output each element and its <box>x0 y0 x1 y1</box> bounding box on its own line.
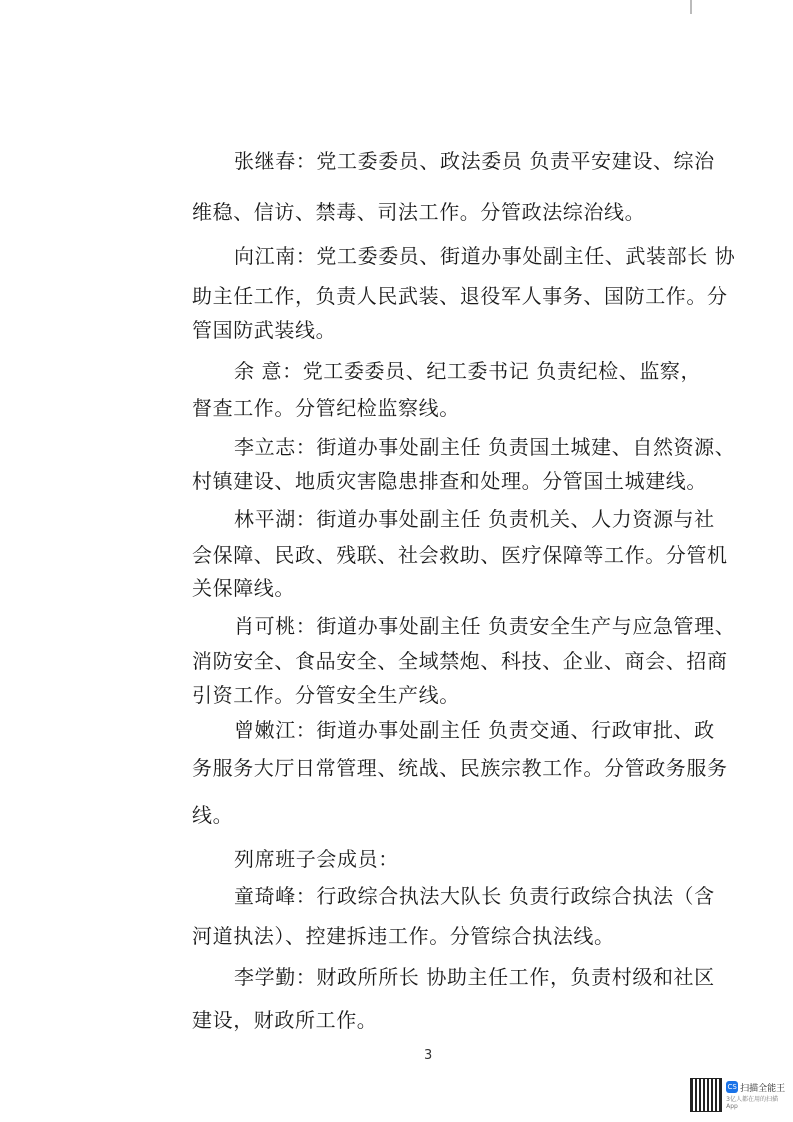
scanner-watermark <box>690 1075 786 1115</box>
scanner-badge-text <box>726 1081 786 1110</box>
scanner-app-name: 扫描全能王 <box>740 1083 786 1094</box>
paragraph-line: 建设，财政所工作。 <box>192 1008 378 1032</box>
paragraph-line: 管国防武装线。 <box>192 318 337 342</box>
qr-code-icon <box>690 1078 722 1112</box>
paragraph-line: 维稳、信访、禁毒、司法工作。分管政法综治线。 <box>192 200 646 224</box>
paragraph-line: 会保障、民政、残联、社会救助、医疗保障等工作。分管机 <box>192 543 728 567</box>
scanner-badge-title <box>726 1081 786 1094</box>
paragraph-line: 童琦峰：行政综合执法大队长 负责行政综合执法（含 <box>234 884 715 908</box>
paragraph-line: 关保障线。 <box>192 576 295 600</box>
paragraph-line: 督查工作。分管纪检监察线。 <box>192 396 460 420</box>
paragraph-line: 助主任工作，负责人民武装、退役军人事务、国防工作。分 <box>192 284 728 308</box>
scan-edge-mark <box>690 0 692 14</box>
paragraph-line: 曾嫩江：街道办事处副主任 负责交通、行政审批、政 <box>234 718 715 742</box>
paragraph-line: 肖可桃：街道办事处副主任 负责安全生产与应急管理、 <box>234 614 736 638</box>
paragraph-line: 李学勤：财政所所长 协助主任工作，负责村级和社区 <box>234 965 715 989</box>
paragraph-line: 李立志：街道办事处副主任 负责国土城建、自然资源、 <box>234 435 736 459</box>
paragraph-line: 线。 <box>192 803 234 827</box>
camscanner-logo-icon: CS <box>727 1083 737 1091</box>
paragraph-line: 消防安全、食品安全、全域禁炮、科技、企业、商会、招商 <box>192 649 728 673</box>
paragraph-line: 河道执法）、控建拆违工作。分管综合执法线。 <box>192 924 615 948</box>
paragraph-line: 引资工作。分管安全生产线。 <box>192 683 460 707</box>
scanner-badge-subtitle: 3亿人都在用的扫描App <box>726 1095 778 1110</box>
section-heading: 列席班子会成员： <box>234 847 399 871</box>
paragraph-line: 务服务大厅日常管理、统战、民族宗教工作。分管政务服务 <box>192 756 728 780</box>
page-number: 3 <box>424 1048 433 1063</box>
paragraph-line: 张继春：党工委委员、政法委员 负责平安建设、综治 <box>234 149 715 173</box>
paragraph-line: 余 意：党工委委员、纪工委书记 负责纪检、监察， <box>234 359 702 383</box>
paragraph-line: 村镇建设、地质灾害隐患排查和处理。分管国土城建线。 <box>192 469 707 493</box>
paragraph-line: 向江南：党工委委员、街道办事处副主任、武装部长 协 <box>234 244 736 268</box>
paragraph-line: 林平湖：街道办事处副主任 负责机关、人力资源与社 <box>234 507 715 531</box>
